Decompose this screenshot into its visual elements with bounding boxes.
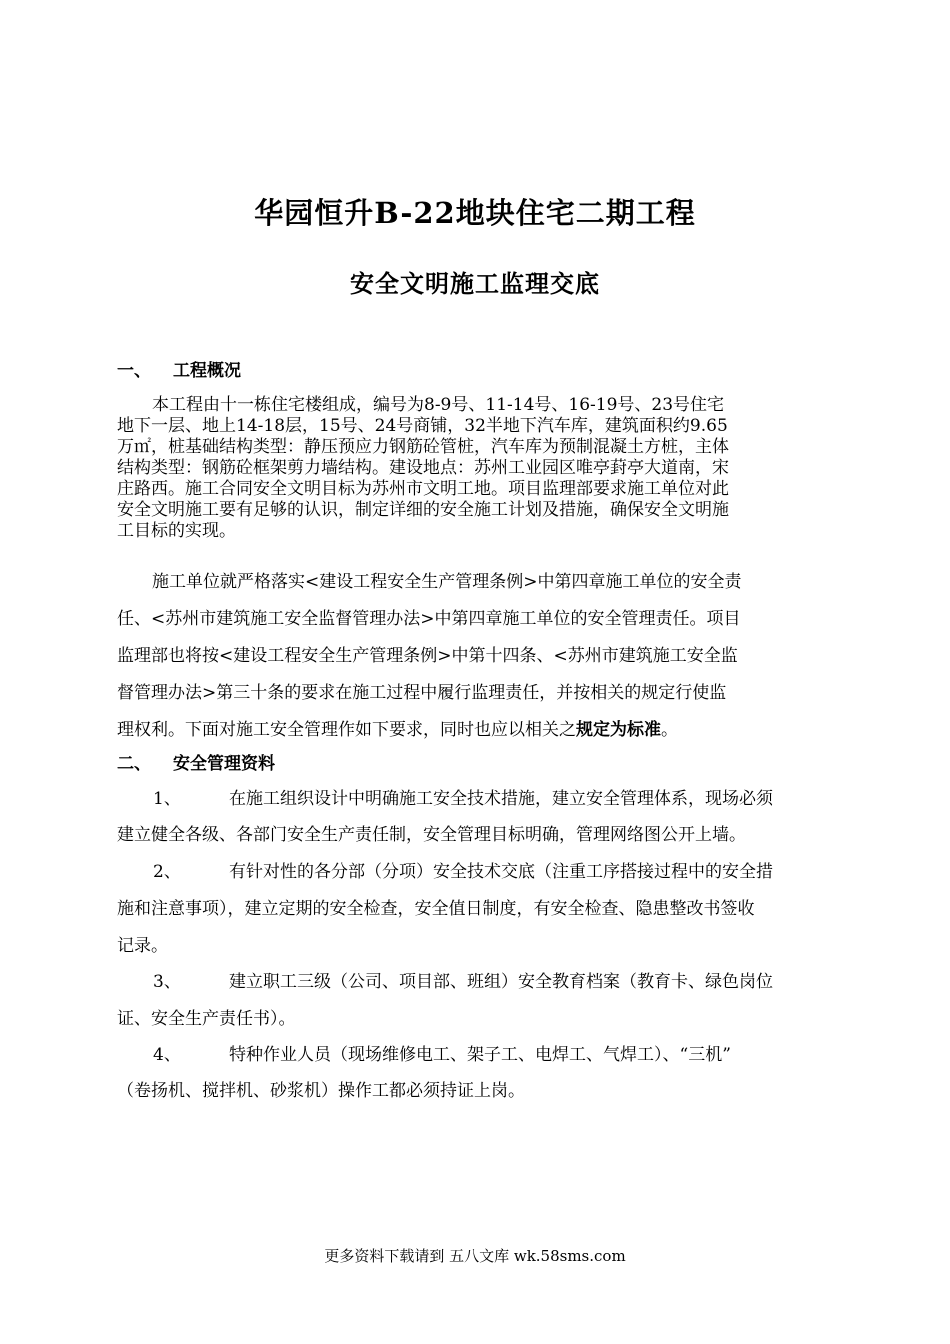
list-item-number: 4、 [153,1045,181,1065]
paragraph-line: 地下一层、地上14-18层，15号、24号商铺，32半地下汽车库，建筑面积约9.65 [117,416,728,436]
list-item-text: 在施工组织设计中明确施工安全技术措施，建立安全管理体系，现场必须 [229,789,773,809]
paragraph-text: 理权利。下面对施工安全管理作如下要求，同时也应以相关之 [117,720,576,740]
section-1-paragraph-1 [117,395,852,542]
section-1-title: 工程概况 [173,361,241,381]
list-item-text: （卷扬机、搅拌机、砂浆机）操作工都必须持证上岗。 [117,1081,525,1101]
list-item-text: 施和注意事项），建立定期的安全检查，安全值日制度，有安全检查、隐患整改书签收 [117,899,755,919]
list-item-text: 建立职工三级（公司、项目部、班组）安全教育档案（教育卡、绿色岗位 [229,972,773,992]
document-subtitle: 安全文明施工监理交底 [350,269,600,298]
paragraph-line: 施工单位就严格落实<建设工程安全生产管理条例>中第四章施工单位的安全责 [152,572,742,592]
page-footer: 更多资料下载请到 五八文库 wk.58sms.com [324,1247,626,1265]
list-item-text: 有针对性的各分部（分项）安全技术交底（注重工序搭接过程中的安全措 [229,862,773,882]
paragraph-line: 本工程由十一栋住宅楼组成，编号为8-9号、11-14号、16-19号、23号住宅 [152,395,725,415]
list-item-text: 特种作业人员（现场维修电工、架子工、电焊工、气焊工）、“三机” [229,1045,731,1065]
paragraph-line: 庄路西。施工合同安全文明目标为苏州市文明工地。项目监理部要求施工单位对此 [117,479,729,499]
section-2-number: 二、 [117,754,151,774]
paragraph-line: 任、<苏州市建筑施工安全监督管理办法>中第四章施工单位的安全管理责任。项目 [117,609,741,629]
paragraph-line: 安全文明施工要有足够的认识，制定详细的安全施工计划及措施，确保安全文明施 [117,500,729,520]
document-title: 华园恒升B-22地块住宅二期工程 [254,196,696,230]
list-item-number: 2、 [153,862,181,882]
list-item-number: 3、 [153,972,181,992]
list-item-text: 证、安全生产责任书）。 [117,1009,296,1029]
paragraph-last-line [117,712,852,749]
list-item-text: 建立健全各级、各部门安全生产责任制，安全管理目标明确，管理网络图公开上墙。 [117,825,746,845]
paragraph-text: 。 [661,720,678,740]
list-item-text: 记录。 [117,936,168,956]
paragraph-line: 工目标的实现。 [117,521,236,541]
list-item-number: 1、 [153,789,181,809]
paragraph-line: 万㎡，桩基础结构类型：静压预应力钢筋砼管桩，汽车库为预制混凝土方桩，主体 [117,437,729,457]
paragraph-line: 督管理办法>第三十条的要求在施工过程中履行监理责任，并按相关的规定行使监 [117,683,727,703]
section-2-heading [117,752,275,776]
paragraph-line: 监理部也将按<建设工程安全生产管理条例>中第十四条、<苏州市建筑施工安全监 [117,646,738,666]
paragraph-line: 结构类型：钢筋砼框架剪力墙结构。建设地点：苏州工业园区唯亭葑亭大道南，宋 [117,458,729,478]
section-1-number: 一、 [117,361,151,381]
section-1-paragraph-2 [117,564,852,749]
section-2-title: 安全管理资料 [173,754,275,774]
emphasized-text: 规定为标准 [576,720,661,740]
section-1-heading [117,359,241,383]
